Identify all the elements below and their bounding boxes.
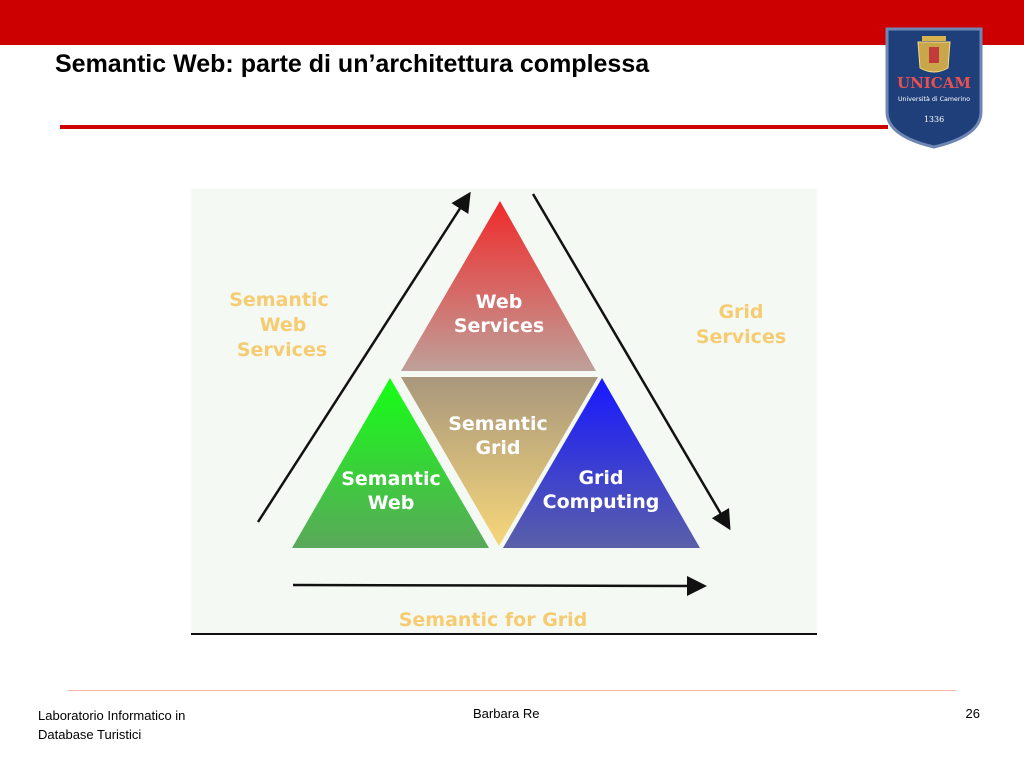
footer-author: Barbara Re	[473, 706, 540, 721]
semantic-web-services-label-line2: Web	[259, 314, 307, 336]
semantic-web-label-line2: Web	[367, 492, 415, 514]
semantic-grid-label-line1: Semantic	[448, 413, 548, 435]
grid-computing-label-line1: Grid	[578, 467, 624, 489]
diagram-bottom-border	[191, 633, 817, 635]
grid-computing-label-line2: Computing	[542, 491, 660, 513]
page-number: 26	[965, 706, 980, 721]
bottom-arrow	[293, 585, 702, 586]
unicam-logo	[884, 26, 984, 150]
web-services-label-line2: Services	[453, 315, 545, 337]
semantic-web-label-line1: Semantic	[341, 468, 441, 490]
title-underline	[60, 125, 888, 129]
web-services-label-line1: Web	[475, 291, 523, 313]
grid-services-label-line2: Services	[695, 326, 787, 348]
semantic-for-grid-label: Semantic for Grid	[398, 609, 588, 631]
top-red-bar	[0, 0, 1024, 45]
footer-course	[38, 706, 298, 744]
slide-title: Semantic Web: parte di un’architettura complessa	[55, 50, 650, 78]
footer-course-line2: Database Turistici	[38, 727, 142, 742]
logo-name: UNICAM	[897, 74, 971, 92]
grid-services-label-line1: Grid	[718, 301, 764, 323]
semantic-web-services-label-line1: Semantic	[229, 289, 329, 311]
footer-course-line1: Laboratorio Informatico in	[38, 708, 186, 723]
semantic-grid-label-line2: Grid	[475, 437, 521, 459]
semantic-grid-diagram	[191, 189, 817, 635]
logo-year: 1336	[923, 115, 945, 124]
logo-subtitle: Università di Camerino	[897, 96, 971, 103]
semantic-web-services-label-line3: Services	[236, 339, 328, 361]
footer-divider	[68, 690, 956, 691]
